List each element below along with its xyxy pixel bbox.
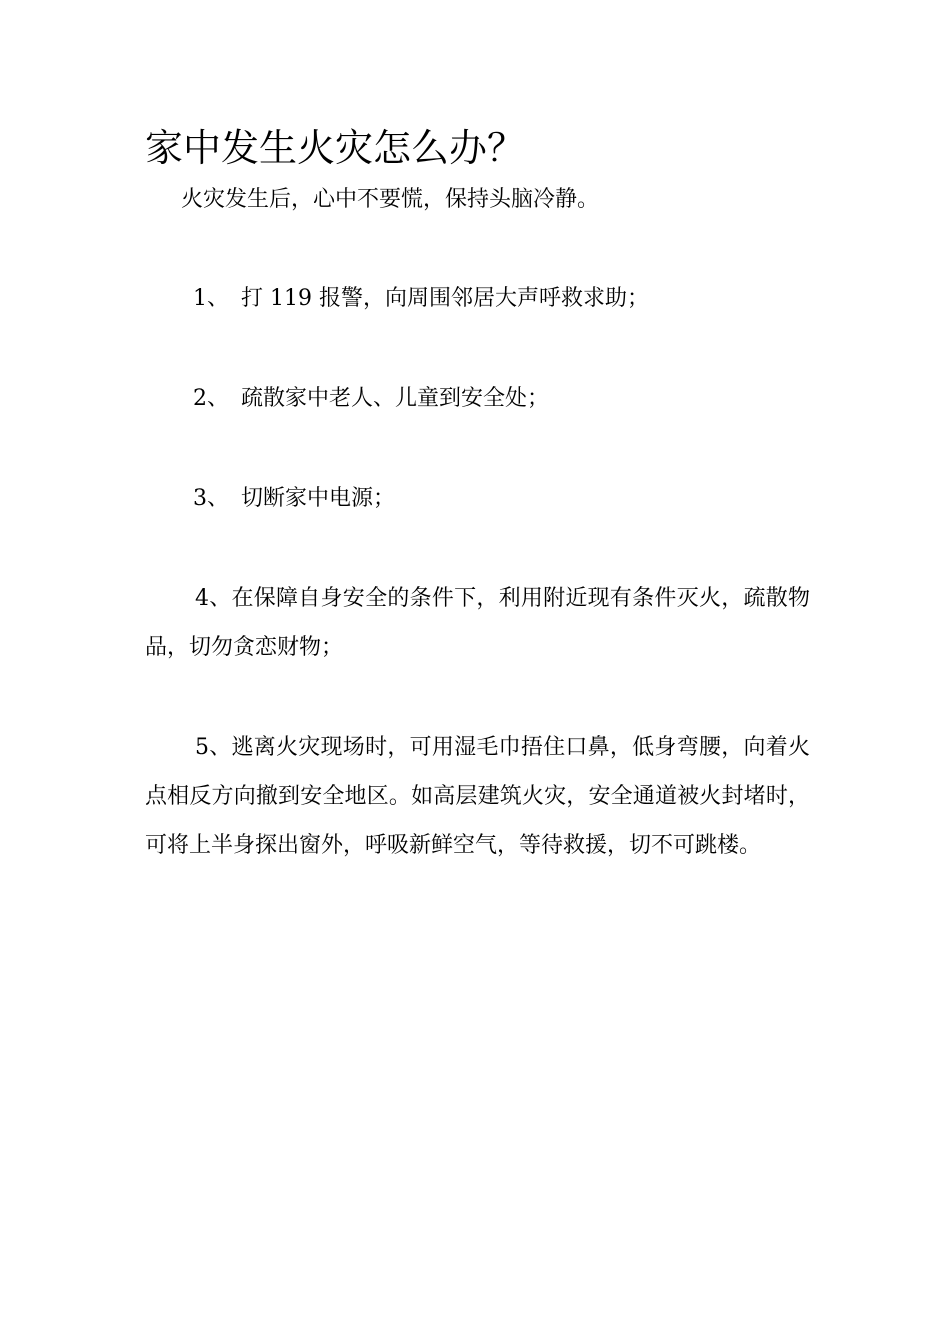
list-item-5-number: 5、: [195, 735, 232, 760]
list-item-3-text: 切断家中电源；: [241, 486, 396, 511]
list-item-1-number: 1、: [193, 286, 229, 311]
list-item-5-text: 逃离火灾现场时，可用湿毛巾捂住口鼻，低身弯腰，向着火点相反方向撤到安全地区。如高层建筑火灾，安全通道被火封堵时，可将上半身探出窗外，呼吸新鲜空气，等待救援，切不可跳楼。: [145, 735, 810, 858]
document-title: 家中发生火灾怎么办？: [145, 126, 526, 170]
list-item-4-text: 在保障自身安全的条件下，利用附近现有条件灭火，疏散物品，切勿贪恋财物；: [145, 586, 810, 660]
list-item-2-number: 2、: [193, 386, 229, 411]
list-item-3: [193, 484, 395, 514]
list-item-2-text: 疏散家中老人、儿童到安全处；: [241, 386, 550, 411]
list-item-4-number: 4、: [195, 586, 232, 611]
list-item-2: [193, 384, 549, 414]
list-item-4: [145, 574, 810, 672]
list-item-1: [193, 284, 649, 314]
list-item-5: [145, 723, 810, 870]
list-item-1-text: 打 119 报警，向周围邻居大声呼救求助；: [241, 286, 649, 311]
intro-paragraph: 火灾发生后，心中不要慌，保持头脑冷静。: [181, 187, 600, 212]
list-item-3-number: 3、: [193, 486, 229, 511]
